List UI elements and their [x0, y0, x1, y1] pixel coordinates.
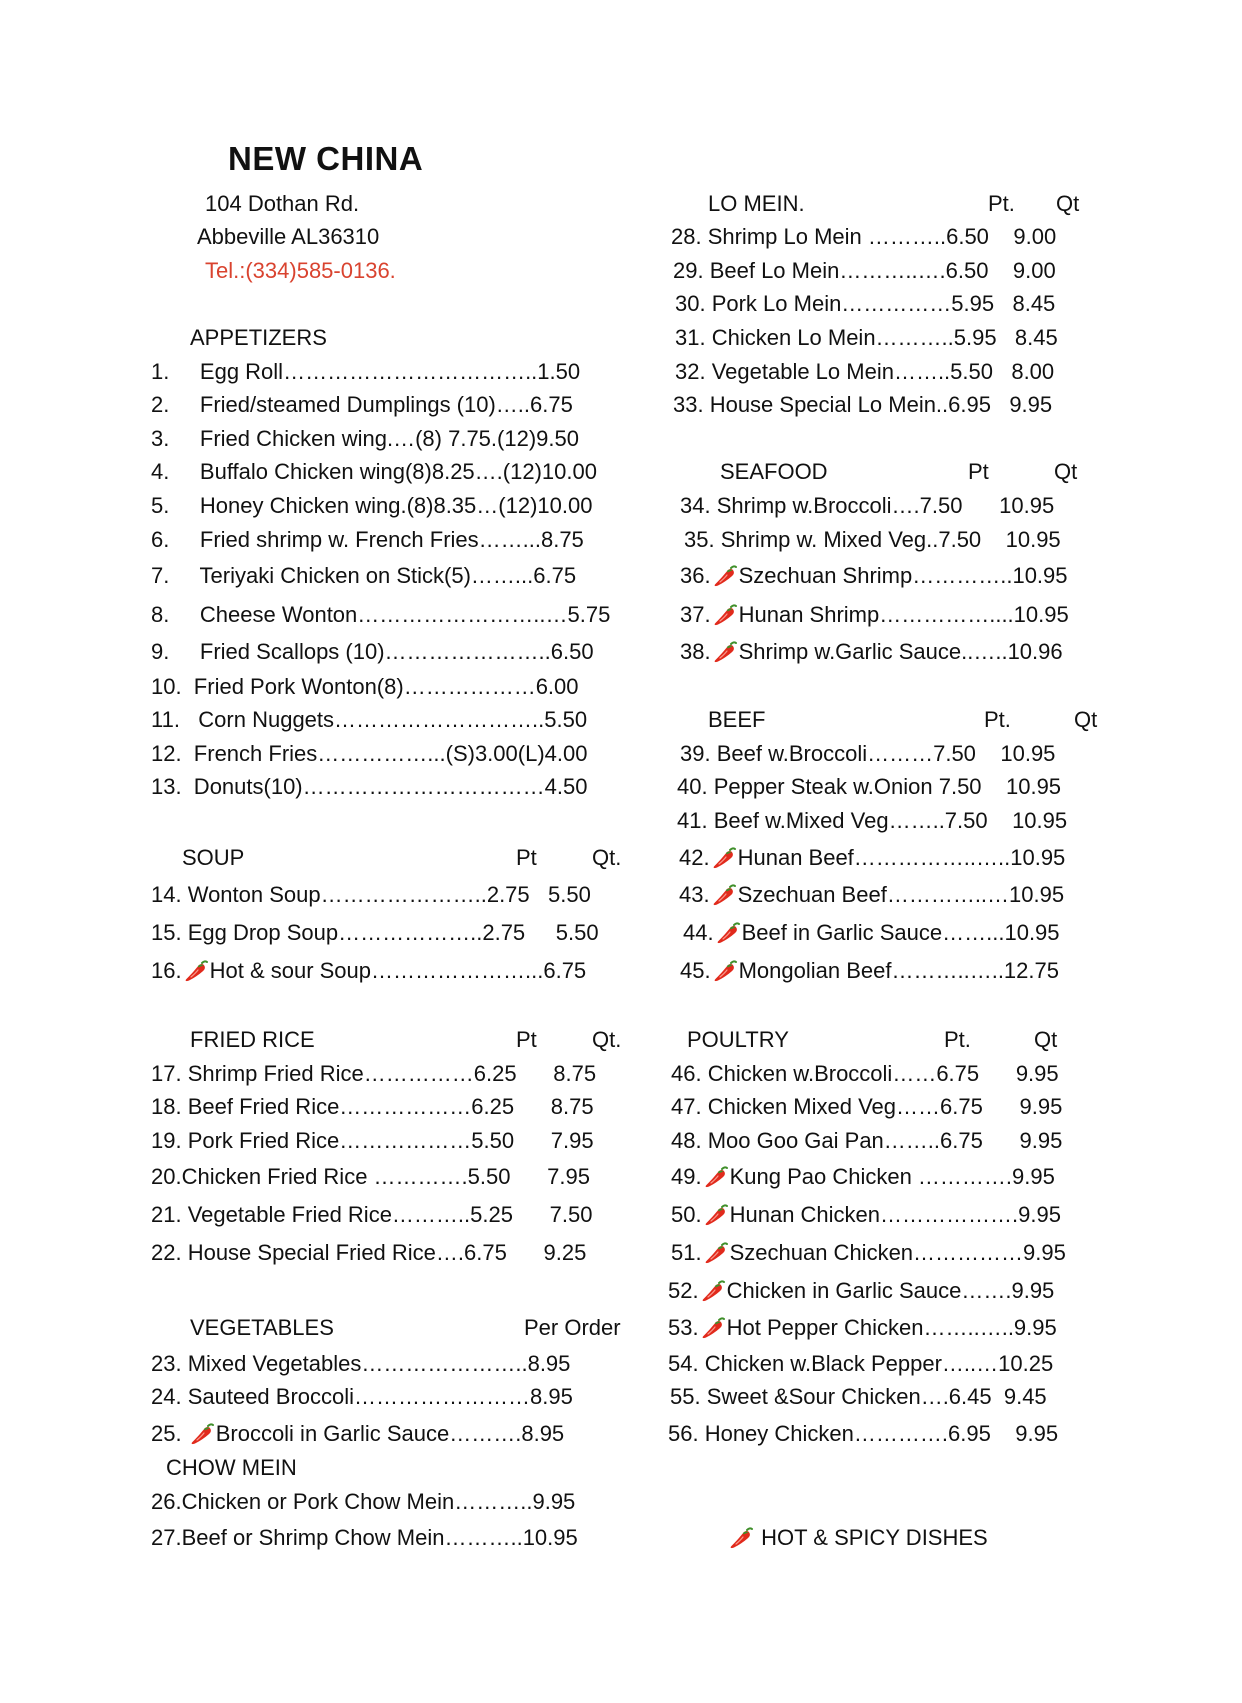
- menu-item-21: 21. Vegetable Fried Rice………..5.25 7.50: [151, 1202, 593, 1227]
- chili-pepper-icon: [183, 958, 209, 982]
- menu-item-16: [151, 958, 586, 984]
- section-title-lo-mein: LO MEIN.: [708, 191, 805, 216]
- chili-pepper-icon: [712, 958, 738, 982]
- beef-col-qt: Qt: [1074, 707, 1098, 732]
- menu-item-45: [680, 958, 1059, 984]
- menu-item-12: 12. French Fries……………...(S)3.00(L)4.00: [151, 741, 588, 766]
- item-text: Beef in Garlic Sauce……...10.95: [741, 920, 1060, 945]
- item-number: 38.: [680, 639, 711, 664]
- item-number: 49.: [671, 1164, 702, 1189]
- item-text: Mongolian Beef………..…..12.75: [738, 958, 1059, 983]
- menu-item-44: [683, 920, 1060, 946]
- item-number: 36.: [680, 563, 711, 588]
- lo-mein-col-qt: Qt: [1056, 191, 1080, 216]
- chili-pepper-icon: [712, 563, 738, 587]
- menu-item-43: [679, 882, 1064, 908]
- menu-item-8: 8. Cheese Wonton……………………..…5.75: [151, 602, 611, 627]
- menu-item-37: [680, 602, 1069, 628]
- item-number: 16.: [151, 958, 182, 983]
- section-title-beef: BEEF: [708, 707, 766, 732]
- item-text: Chicken in Garlic Sauce…….9.95: [726, 1278, 1055, 1303]
- chili-pepper-icon: [703, 1240, 729, 1264]
- menu-item-34: 34. Shrimp w.Broccoli….7.50 10.95: [680, 493, 1055, 518]
- soup-col-pt: Pt: [516, 845, 537, 870]
- menu-item-14: 14. Wonton Soup…………………..2.75 5.50: [151, 882, 591, 907]
- menu-item-11: 11. Corn Nuggets………………………..5.50: [151, 707, 588, 732]
- fried-rice-col-pt: Pt: [516, 1027, 537, 1052]
- menu-item-9: 9. Fried Scallops (10)…………………..6.50: [151, 639, 594, 664]
- vegetables-col-per-order: Per Order: [524, 1315, 621, 1340]
- menu-item-35: 35. Shrimp w. Mixed Veg..7.50 10.95: [684, 527, 1061, 552]
- chili-pepper-icon: [703, 1202, 729, 1226]
- item-text: Hunan Shrimp……………....10.95: [738, 602, 1069, 627]
- menu-item-20: 20.Chicken Fried Rice ………….5.50 7.95: [151, 1164, 590, 1189]
- item-number: 37.: [680, 602, 711, 627]
- menu-item-47: 47. Chicken Mixed Veg……6.75 9.95: [671, 1094, 1063, 1119]
- section-title-soup: SOUP: [182, 845, 245, 870]
- menu-item-55: 55. Sweet &Sour Chicken….6.45 9.45: [670, 1384, 1047, 1409]
- menu-item-15: 15. Egg Drop Soup………………..2.75 5.50: [151, 920, 599, 945]
- menu-item-41: 41. Beef w.Mixed Veg……..7.50 10.95: [677, 808, 1068, 833]
- menu-item-40: 40. Pepper Steak w.Onion 7.50 10.95: [677, 774, 1062, 799]
- menu-item-5: 5. Honey Chicken wing.(8)8.35…(12)10.00: [151, 493, 593, 518]
- item-text: Hot Pepper Chicken……..…..9.95: [726, 1315, 1057, 1340]
- menu-item-23: 23. Mixed Vegetables…………………..8.95: [151, 1351, 571, 1376]
- item-number: 53.: [668, 1315, 699, 1340]
- item-number: 50.: [671, 1202, 702, 1227]
- restaurant-name: NEW CHINA: [228, 140, 424, 177]
- item-number: 44.: [683, 920, 714, 945]
- menu-item-29: 29. Beef Lo Mein………..….6.50 9.00: [673, 258, 1056, 283]
- menu-item-18: 18. Beef Fried Rice………………6.25 8.75: [151, 1094, 594, 1119]
- menu-item-6: 6. Fried shrimp w. French Fries……...8.75: [151, 527, 584, 552]
- menu-item-53: [668, 1315, 1057, 1341]
- item-text: Hunan Chicken……………….9.95: [729, 1202, 1061, 1227]
- seafood-col-pt: Pt: [968, 459, 989, 484]
- menu-item-28: 28. Shrimp Lo Mein ………..6.50 9.00: [671, 224, 1057, 249]
- address-line-1: 104 Dothan Rd.: [205, 191, 360, 216]
- section-title-seafood: SEAFOOD: [720, 459, 828, 484]
- chili-pepper-icon: [715, 920, 741, 944]
- legend-text: HOT & SPICY DISHES: [761, 1525, 988, 1550]
- menu-item-39: 39. Beef w.Broccoli………7.50 10.95: [680, 741, 1056, 766]
- item-number: 43.: [679, 882, 710, 907]
- menu-item-10: 10. Fried Pork Wonton(8)………………6.00: [151, 674, 579, 699]
- item-number: 42.: [679, 845, 710, 870]
- item-text: Kung Pao Chicken ………….9.95: [729, 1164, 1055, 1189]
- menu-item-2: 2. Fried/steamed Dumplings (10)…..6.75: [151, 392, 573, 417]
- seafood-col-qt: Qt: [1054, 459, 1078, 484]
- menu-item-54: 54. Chicken w.Black Pepper…..…10.25: [668, 1351, 1054, 1376]
- chili-pepper-icon: [712, 639, 738, 663]
- item-text: Broccoli in Garlic Sauce……….8.95: [215, 1421, 565, 1446]
- section-title-poultry: POULTRY: [687, 1027, 789, 1052]
- chili-pepper-icon: [700, 1278, 726, 1302]
- item-number: 52.: [668, 1278, 699, 1303]
- menu-item-27: 27.Beef or Shrimp Chow Mein………..10.95: [151, 1525, 578, 1550]
- menu-item-30: 30. Pork Lo Mein……………5.95 8.45: [675, 291, 1056, 316]
- chili-pepper-icon: [189, 1421, 215, 1445]
- menu-item-56: 56. Honey Chicken………….6.95 9.95: [668, 1421, 1059, 1446]
- section-title-appetizers: APPETIZERS: [190, 325, 327, 350]
- chili-pepper-icon: [712, 602, 738, 626]
- chili-pepper-icon: [700, 1315, 726, 1339]
- section-title-fried-rice: FRIED RICE: [190, 1027, 315, 1052]
- menu-item-13: 13. Donuts(10)……………………………4.50: [151, 774, 588, 799]
- menu-item-32: 32. Vegetable Lo Mein……..5.50 8.00: [675, 359, 1055, 384]
- menu-item-46: 46. Chicken w.Broccoli……6.75 9.95: [671, 1061, 1059, 1086]
- item-text: Hot & sour Soup…………………...6.75: [209, 958, 587, 983]
- section-title-chow-mein: CHOW MEIN: [166, 1455, 297, 1480]
- item-number: 45.: [680, 958, 711, 983]
- menu-item-42: [679, 845, 1065, 871]
- poultry-col-pt: Pt.: [944, 1027, 971, 1052]
- menu-item-25: [151, 1421, 564, 1447]
- menu-item-50: [671, 1202, 1061, 1228]
- menu-item-17: 17. Shrimp Fried Rice……………6.25 8.75: [151, 1061, 597, 1086]
- menu-item-51: [671, 1240, 1066, 1266]
- menu-item-7: 7. Teriyaki Chicken on Stick(5)……...6.75: [151, 563, 577, 588]
- beef-col-pt: Pt.: [984, 707, 1011, 732]
- poultry-col-qt: Qt: [1034, 1027, 1058, 1052]
- phone-number: Tel.:(334)585-0136.: [205, 258, 396, 283]
- lo-mein-col-pt: Pt.: [988, 191, 1015, 216]
- menu-item-4: 4. Buffalo Chicken wing(8)8.25….(12)10.00: [151, 459, 597, 484]
- address-line-2: Abbeville AL36310: [197, 224, 380, 249]
- chili-pepper-icon: [728, 1525, 754, 1549]
- menu-item-3: 3. Fried Chicken wing.…(8) 7.75.(12)9.50: [151, 426, 579, 451]
- section-title-vegetables: VEGETABLES: [190, 1315, 334, 1340]
- fried-rice-col-qt: Qt.: [592, 1027, 622, 1052]
- menu-item-33: 33. House Special Lo Mein..6.95 9.95: [673, 392, 1053, 417]
- item-text: Shrimp w.Garlic Sauce..…..10.96: [738, 639, 1063, 664]
- menu-item-24: 24. Sauteed Broccoli……………………8.95: [151, 1384, 573, 1409]
- menu-item-1: 1. Egg Roll……………………………..1.50: [151, 359, 581, 384]
- item-number: 25.: [151, 1421, 188, 1446]
- menu-item-26: 26.Chicken or Pork Chow Mein………..9.95: [151, 1489, 576, 1514]
- spicy-legend: [727, 1525, 988, 1551]
- chili-pepper-icon: [703, 1164, 729, 1188]
- menu-item-48: 48. Moo Goo Gai Pan……..6.75 9.95: [671, 1128, 1063, 1153]
- menu-item-22: 22. House Special Fried Rice….6.75 9.25: [151, 1240, 587, 1265]
- menu-item-52: [668, 1278, 1054, 1304]
- menu-item-38: [680, 639, 1063, 665]
- menu-item-36: [680, 563, 1068, 589]
- chili-pepper-icon: [711, 882, 737, 906]
- item-number: 51.: [671, 1240, 702, 1265]
- menu-item-31: 31. Chicken Lo Mein………..5.95 8.45: [675, 325, 1058, 350]
- menu-item-49: [671, 1164, 1055, 1190]
- menu-item-19: 19. Pork Fried Rice………………5.50 7.95: [151, 1128, 594, 1153]
- item-text: Szechuan Beef…………..…10.95: [737, 882, 1065, 907]
- item-text: Hunan Beef……………..…..10.95: [737, 845, 1066, 870]
- item-text: Szechuan Shrimp…………..10.95: [738, 563, 1068, 588]
- soup-col-qt: Qt.: [592, 845, 622, 870]
- item-text: Szechuan Chicken……………9.95: [729, 1240, 1066, 1265]
- chili-pepper-icon: [711, 845, 737, 869]
